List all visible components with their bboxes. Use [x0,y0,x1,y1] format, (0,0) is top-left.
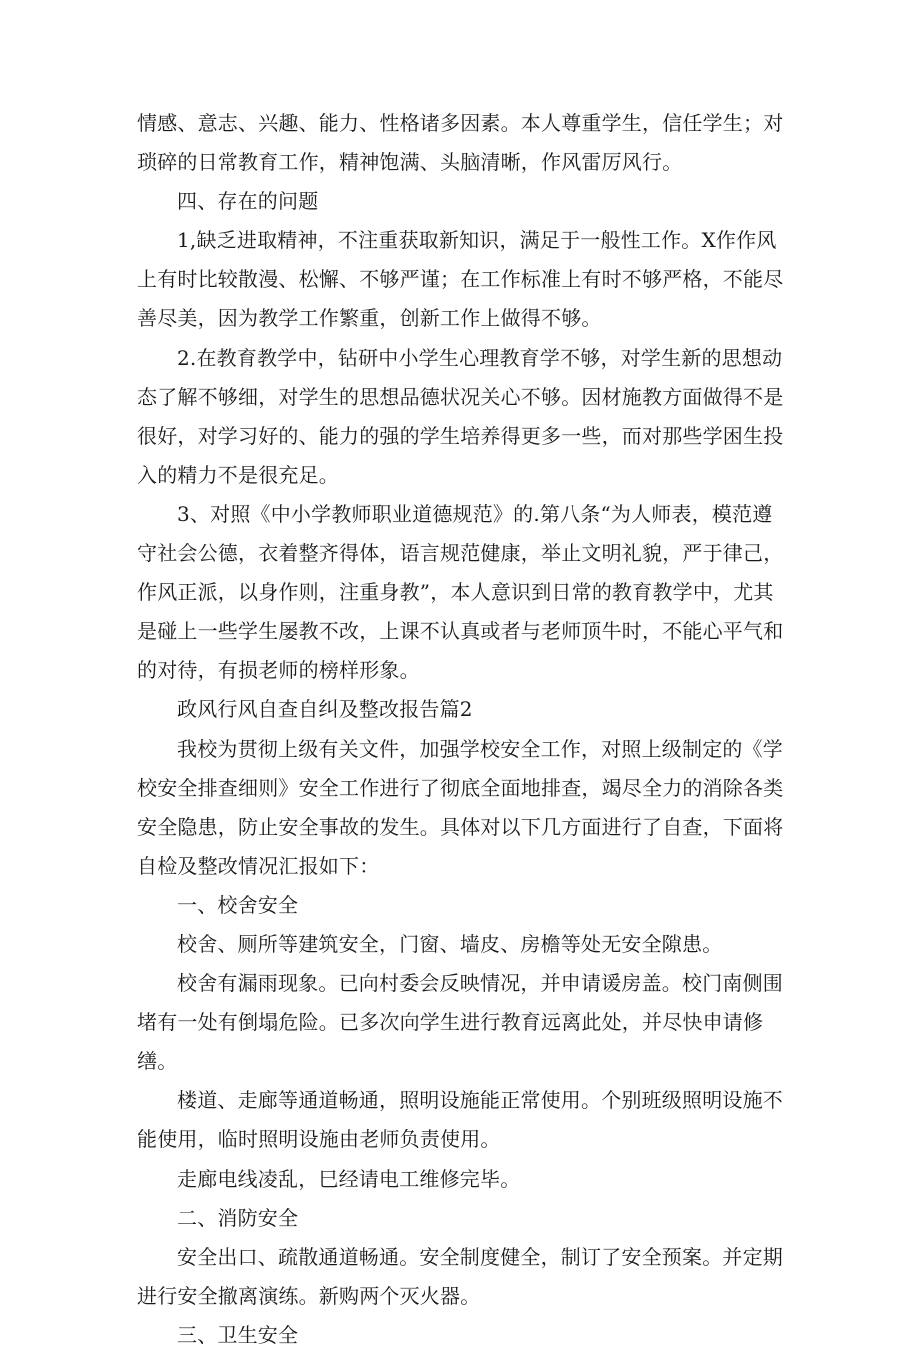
document-body [137,104,787,1355]
paragraph-building-1: 校舍、厕所等建筑安全，门窗、墙皮、房檐等处无安全隙患。 [177,931,723,956]
paragraph-problem-2: 2.在教育教学中，钻研中小学生心理教育学不够，对学生新的思想动态了解不够细，对学生的思想品德状况关心不够。因材施教方面做得不是很好，对学习好的、能力的强的学生培养得更多一些，而对那些学困生投入的精力不是很充足。 [137,345,784,487]
paragraph-building-2: 校舍有漏雨现象。已向村委会反映情况，并申请谖房盖。校门南侧围堵有一处有倒塌危险。已多次向学生进行教育远离此处，并尽快申请修缮。 [137,971,783,1074]
paragraph-intro: 我校为贯彻上级有关文件，加强学校安全工作，对照上级制定的《学校安全排查细则》安全工作进行了彻底全面地排查，竭尽全力的消除各类安全隐患，防止安全事故的发生。具体对以下几方面进行了自查，下面将自检及整改情况汇报如下： [137,736,784,878]
section-heading-building-safety: 一、校舍安全 [177,892,299,917]
paragraph-problem-3: 3、对照《中小学教师职业道德规范》的.第八条“为人师表，模范遵守社会公德，衣着整齐得体，语言规范健康，举止文明礼貌，严于律己，作风正派，以身作则，注重身教”，本人意识到日常的教育教学中，尤其是碰上一些学生屡教不改，上课不认真或者与老师顶牛时，不能心平气和的对待，有损老师的榜样形象。 [137,501,784,683]
paragraph-building-3: 楼道、走廊等通道畅通，照明设施能正常使用。个别班级照明设施不能使用，临时照明设施由老师负责使用。 [137,1088,783,1152]
report-title-part-2: 政风行风自查自纠及整改报告篇2 [177,697,473,722]
section-heading-fire-safety: 二、消防安全 [177,1205,299,1230]
paragraph-continuation: 情感、意志、兴趣、能力、性格诸多因素。本人尊重学生，信任学生；对琐碎的日常教育工作，精神饱满、头脑清晰，作风雷厉风行。 [137,111,784,175]
section-heading-problems: 四、存在的问题 [177,189,319,214]
paragraph-fire-1: 安全出口、疏散通道畅通。安全制度健全，制订了安全预案。并定期进行安全撤离演练。新购两个灭火器。 [137,1244,783,1308]
section-heading-hygiene-safety: 三、卫生安全 [177,1322,299,1347]
paragraph-problem-1: 1,缺乏进取精神，不注重获取新知识，满足于一般性工作。X作作风上有时比较散漫、松懈、不够严谨；在工作标准上有时不够严格，不能尽善尽美，因为教学工作繁重，创新工作上做得不够。 [137,228,784,331]
paragraph-building-4: 走廊电线凌乱，巳经请电工维修完毕。 [177,1166,521,1191]
